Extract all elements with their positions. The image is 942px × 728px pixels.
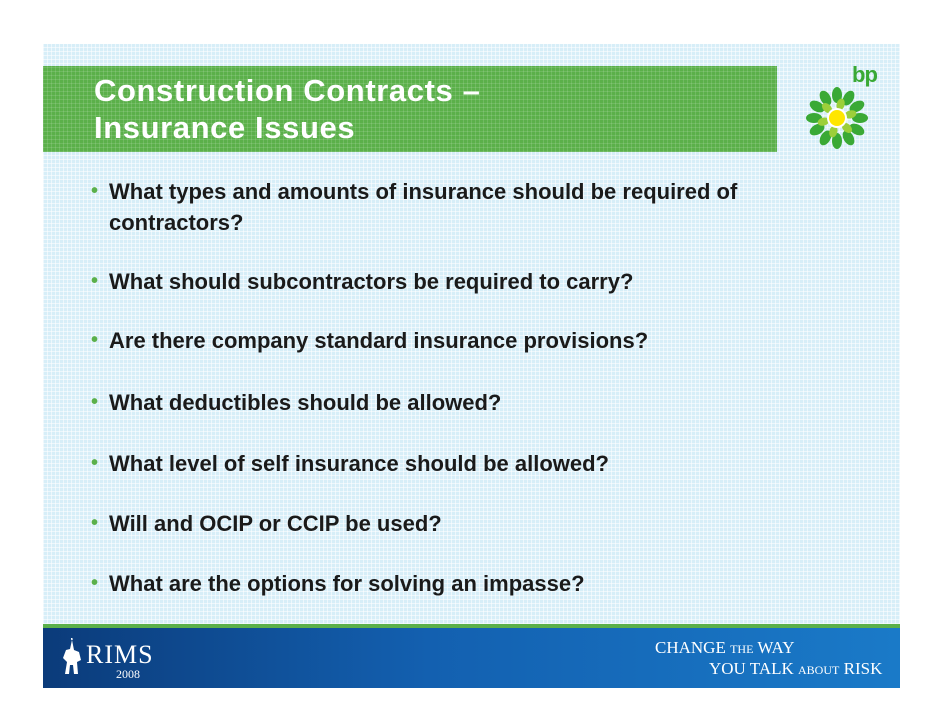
tagline (655, 638, 882, 680)
bullet-marker: • (91, 391, 99, 413)
tagline-word: CHANGE (655, 638, 726, 657)
tagline-word: RISK (843, 659, 883, 678)
footer-banner (43, 628, 900, 688)
bullet-marker: • (91, 452, 99, 474)
slide-title-line1: Construction Contracts – (94, 73, 481, 108)
rims-logo-year: 2008 (116, 667, 140, 681)
list-item (91, 448, 789, 479)
bp-logo-text: bp (852, 62, 877, 87)
bullet-text: What types and amounts of insurance should be required of contractors? (109, 179, 738, 235)
tagline-word: THE (730, 642, 754, 656)
slide (43, 44, 900, 688)
bullet-marker: • (91, 180, 99, 202)
slide-title (94, 72, 480, 146)
bullet-marker: • (91, 512, 99, 534)
tagline-word: TALK (749, 659, 794, 678)
bullet-text: What deductibles should be allowed? (109, 390, 502, 415)
list-item (91, 266, 789, 297)
bullet-marker: • (91, 270, 99, 292)
tagline-line2 (655, 659, 882, 680)
tagline-word: WAY (757, 638, 795, 657)
tagline-word: ABOUT (798, 663, 840, 677)
tagline-line1 (655, 638, 795, 657)
bp-helios-icon (805, 86, 869, 150)
tagline-word: YOU (709, 659, 746, 678)
bullet-text: Will and OCIP or CCIP be used? (109, 511, 442, 536)
list-item (91, 508, 789, 539)
bullet-text: Are there company standard insurance provisions? (109, 328, 649, 353)
slide-title-line2: Insurance Issues (94, 110, 356, 145)
bullet-marker: • (91, 572, 99, 594)
bullet-text: What are the options for solving an impasse? (109, 571, 585, 596)
list-item (91, 387, 789, 418)
bullet-text: What level of self insurance should be allowed? (109, 451, 609, 476)
list-item (91, 176, 789, 238)
bp-logo (803, 62, 883, 152)
unicorn-icon (59, 638, 85, 678)
list-item (91, 325, 789, 356)
rims-logo-text: RIMS (86, 640, 154, 669)
list-item (91, 568, 789, 599)
bullet-marker: • (91, 329, 99, 351)
bullet-text: What should subcontractors be required to carry? (109, 269, 634, 294)
